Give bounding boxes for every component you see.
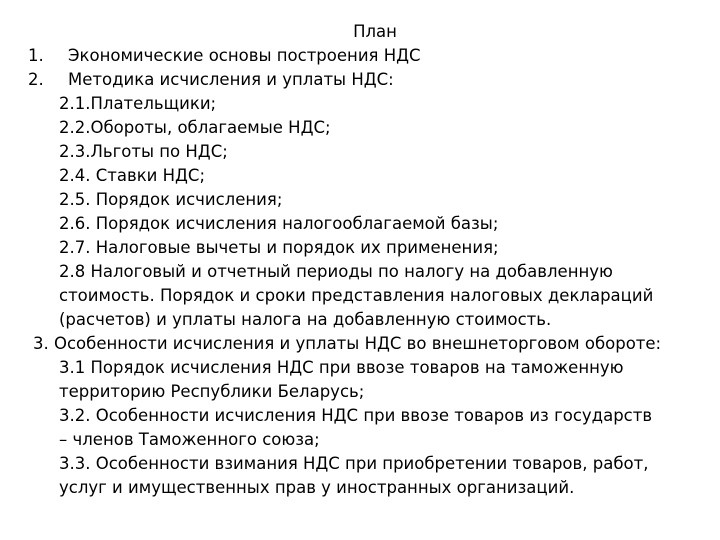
subitem-3-2: 3.2. Особенности исчисления НДС при ввозе товаров из государств – членов Таможенного союза; [59, 406, 653, 449]
subitem-3-1: 3.1 Порядок исчисления НДС при ввозе товаров на таможенную территорию Республики Беларусь; [59, 358, 624, 401]
plan-list [0, 44, 720, 500]
plan-item-1 [0, 44, 720, 68]
subitem-2-7: 2.7. Налоговые вычеты и порядок их применения; [59, 238, 499, 257]
subitem-2-4: 2.4. Ставки НДС; [59, 166, 206, 185]
subitem-2-6: 2.6. Порядок исчисления налогооблагаемой базы; [59, 214, 499, 233]
page-title: План [353, 22, 397, 41]
subitem-2-1: 2.1.Плательщики; [59, 94, 217, 113]
subitem-2-8: 2.8 Налоговый и отчетный периоды по налогу на добавленную стоимость. Порядок и сроки представления налоговых деклараций (расчетов) и уплаты налога на добавленную стоимость. [59, 262, 654, 329]
plan-item-number: 2. [28, 70, 44, 89]
section-3-heading: 3. Особенности исчисления и уплаты НДС во внешнеторговом обороте: [33, 334, 662, 353]
plan-item-2 [0, 68, 720, 92]
subitem-2-3: 2.3.Льготы по НДС; [59, 142, 228, 161]
subitem-2-5: 2.5. Порядок исчисления; [59, 190, 283, 209]
plan-item-number: 1. [28, 46, 44, 65]
subitem-2-2: 2.2.Обороты, облагаемые НДС; [59, 118, 331, 137]
subitem-3-3: 3.3. Особенности взимания НДС при приобретении товаров, работ, услуг и имущественных прав у иностранных организаций. [59, 454, 649, 497]
plan-item-text: Экономические основы построения НДС [68, 46, 421, 65]
plan-item-text: Методика исчисления и уплаты НДС: [68, 70, 394, 89]
